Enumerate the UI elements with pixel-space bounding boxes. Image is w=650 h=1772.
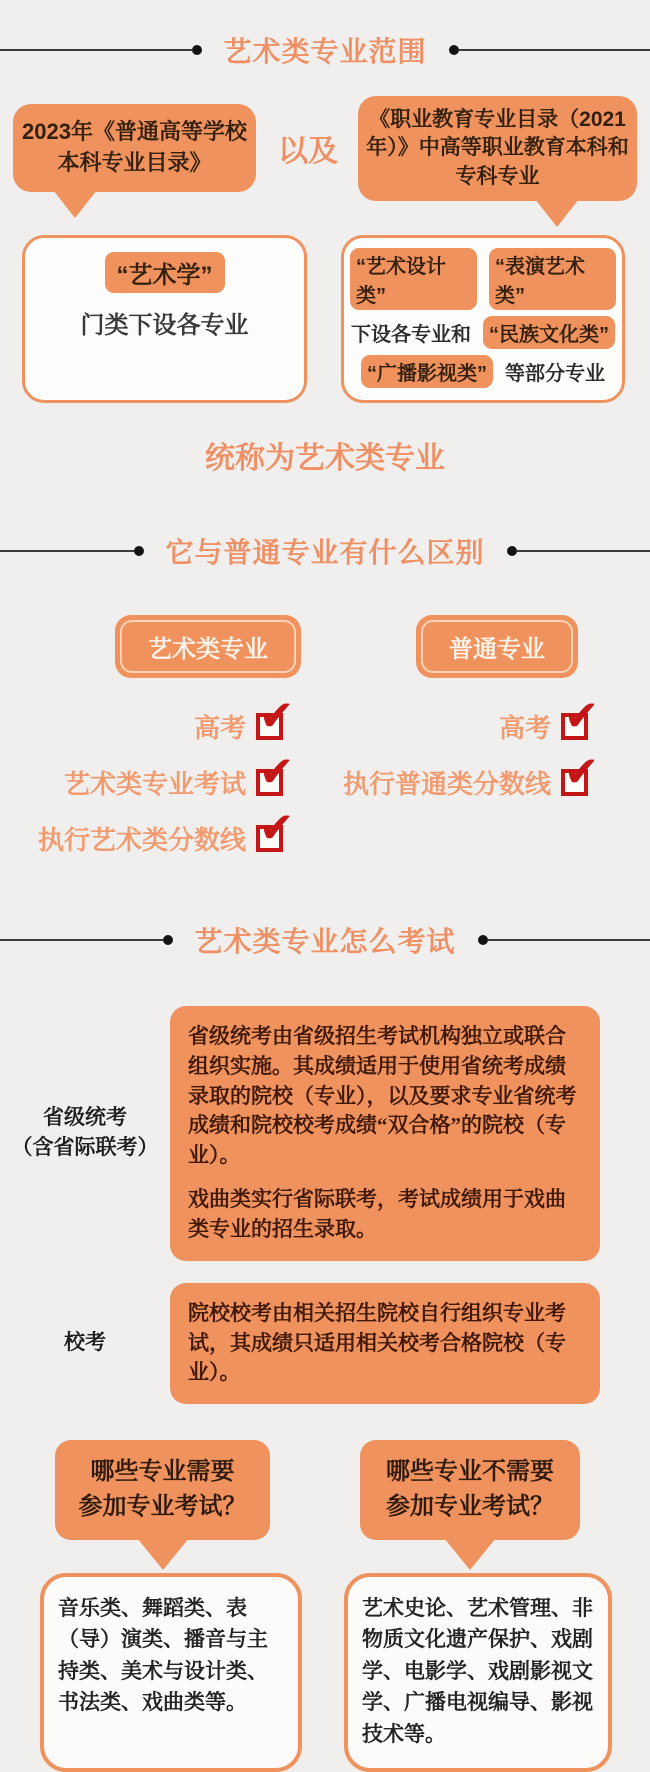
art-major-checklist: [0, 690, 295, 876]
connector-word: 以及: [278, 135, 338, 168]
header-rule-right: [517, 550, 650, 552]
section1-title: 艺术类专业范围: [223, 36, 427, 67]
regular-major-pill-label: 普通专业: [421, 620, 573, 673]
checked-checkbox-icon: [256, 690, 295, 740]
no-exam-answer-box: [344, 1573, 612, 1772]
chip-broadcast-film: “广播影视类”: [361, 355, 493, 388]
checkmark-icon: ✔: [259, 746, 295, 796]
check-item: [283, 690, 600, 744]
provincial-exam-paragraph-2: 戏曲类实行省际联考，考试成绩用于戏曲类专业的招生录取。: [188, 1187, 566, 1241]
no-exam-question-line2: 参加专业考试？: [386, 1492, 554, 1520]
art-major-pill-label: 艺术类专业: [120, 620, 296, 673]
school-exam-label: 校考: [64, 1331, 106, 1355]
check-item: [0, 746, 295, 800]
school-exam-paragraph: 院校校考由相关招生院校自行组织专业考试，其成绩只适用相关校考合格院校（专业）。: [188, 1300, 566, 1385]
header-rule-left: [0, 550, 134, 552]
need-exam-question-line2: 参加专业考试？: [78, 1492, 247, 1520]
answer-boxes-row: [0, 1573, 650, 1772]
check-label: 高考: [193, 712, 246, 743]
requirements-checklist: [0, 690, 650, 876]
provincial-exam-label-line2: （含省际联考）: [11, 1136, 159, 1160]
section-header-exams: [0, 920, 650, 960]
checked-checkbox-icon: [256, 746, 295, 796]
text-partial-majors: 等部分专业: [505, 363, 605, 386]
header-dot-left: [134, 546, 144, 556]
check-label: 高考: [498, 712, 551, 743]
collective-name-statement: 统称为艺术类专业: [205, 442, 445, 476]
bubble-tail-down: [444, 1538, 496, 1570]
header-dot-right: [507, 546, 517, 556]
bubble-tail-left: [53, 190, 97, 218]
check-item: [0, 690, 295, 744]
question-bubbles-row: [0, 1440, 650, 1540]
need-exam-question-line1: 哪些专业需要: [90, 1458, 235, 1486]
undergraduate-catalog-text: 2023年《普通高等学校本科专业目录》: [22, 119, 247, 175]
check-label: 执行普通类分数线: [342, 768, 551, 799]
section2-title: 它与普通专业有什么区别: [165, 537, 485, 569]
checkmark-icon: ✔: [259, 802, 295, 852]
section3-title: 艺术类专业怎么考试: [194, 926, 456, 958]
chip-art-design: “艺术设计类”: [350, 248, 477, 310]
header-rule-left: [0, 939, 163, 941]
school-exam-row: [0, 1283, 650, 1404]
header-rule-right: [488, 939, 650, 941]
provincial-exam-row: [0, 1006, 650, 1261]
need-exam-answer-box: [40, 1573, 302, 1772]
no-exam-answer-text: 艺术史论、艺术管理、非物质文化遗产保护、戏剧学、电影学、戏剧影视文学、广播电视编导、影视技术等。: [362, 1595, 593, 1746]
no-exam-question-bubble: [360, 1440, 580, 1540]
regular-major-checklist: [283, 690, 600, 876]
check-item: [283, 746, 600, 800]
art-discipline-box: [22, 235, 307, 403]
text-sub-majors: 下设各专业和: [351, 324, 471, 347]
header-dot-right: [449, 45, 459, 55]
need-exam-question-bubble: [55, 1440, 270, 1540]
checkmark-icon: ✔: [259, 690, 295, 740]
chip-performing-arts: “表演艺术类”: [489, 248, 616, 310]
bubble-tail-down: [137, 1538, 189, 1570]
source-catalogs-row: [0, 96, 650, 201]
header-dot-left: [163, 935, 173, 945]
section-header-scope: [0, 30, 650, 70]
art-discipline-chip: “艺术学”: [105, 252, 225, 293]
vocational-catalog-bubble: [358, 96, 637, 201]
bubble-tail-right: [535, 199, 579, 227]
school-exam-description-box: [170, 1283, 600, 1404]
checkmark-icon: ✔: [564, 690, 600, 740]
regular-major-pill: [416, 615, 578, 678]
provincial-exam-description-box: [170, 1006, 600, 1261]
checked-checkbox-icon: [256, 802, 295, 852]
check-item: [0, 802, 295, 856]
checked-checkbox-icon: [561, 746, 600, 796]
provincial-exam-label: [0, 1103, 170, 1164]
header-dot-left: [192, 45, 202, 55]
provincial-exam-paragraph-1: 省级统考由省级招生考试机构独立或联合组织实施。其成绩适用于使用省统考成绩录取的院校（专业），以及要求专业省统考成绩和院校校考成绩“双合格”的院校（专业）。: [188, 1024, 577, 1168]
checkmark-icon: ✔: [564, 746, 600, 796]
vocational-catalog-text: 《职业教育专业目录（2021年）》中高等职业教育本科和专科专业: [366, 108, 629, 188]
checked-checkbox-icon: [561, 690, 600, 740]
section-header-difference: [0, 531, 650, 571]
check-label: 执行艺术类分数线: [37, 824, 246, 855]
vocational-categories-box: [341, 235, 625, 403]
check-label: 艺术类专业考试: [63, 768, 246, 799]
provincial-exam-label-line1: 省级统考: [43, 1105, 127, 1129]
header-rule-left: [0, 49, 192, 51]
header-rule-right: [459, 49, 650, 51]
header-dot-right: [478, 935, 488, 945]
comparison-pills-row: [0, 615, 650, 678]
no-exam-question-line1: 哪些专业不需要: [386, 1458, 554, 1486]
category-boxes-row: [0, 235, 650, 403]
art-major-pill: [115, 615, 301, 678]
need-exam-answer-text: 音乐类、舞蹈类、表（导）演类、播音与主持类、美术与设计类、书法类、戏曲类等。: [58, 1595, 268, 1715]
undergraduate-catalog-bubble: [13, 104, 256, 192]
chip-ethnic-culture: “民族文化类”: [483, 316, 615, 349]
art-discipline-text: 门类下设各专业: [80, 312, 249, 340]
